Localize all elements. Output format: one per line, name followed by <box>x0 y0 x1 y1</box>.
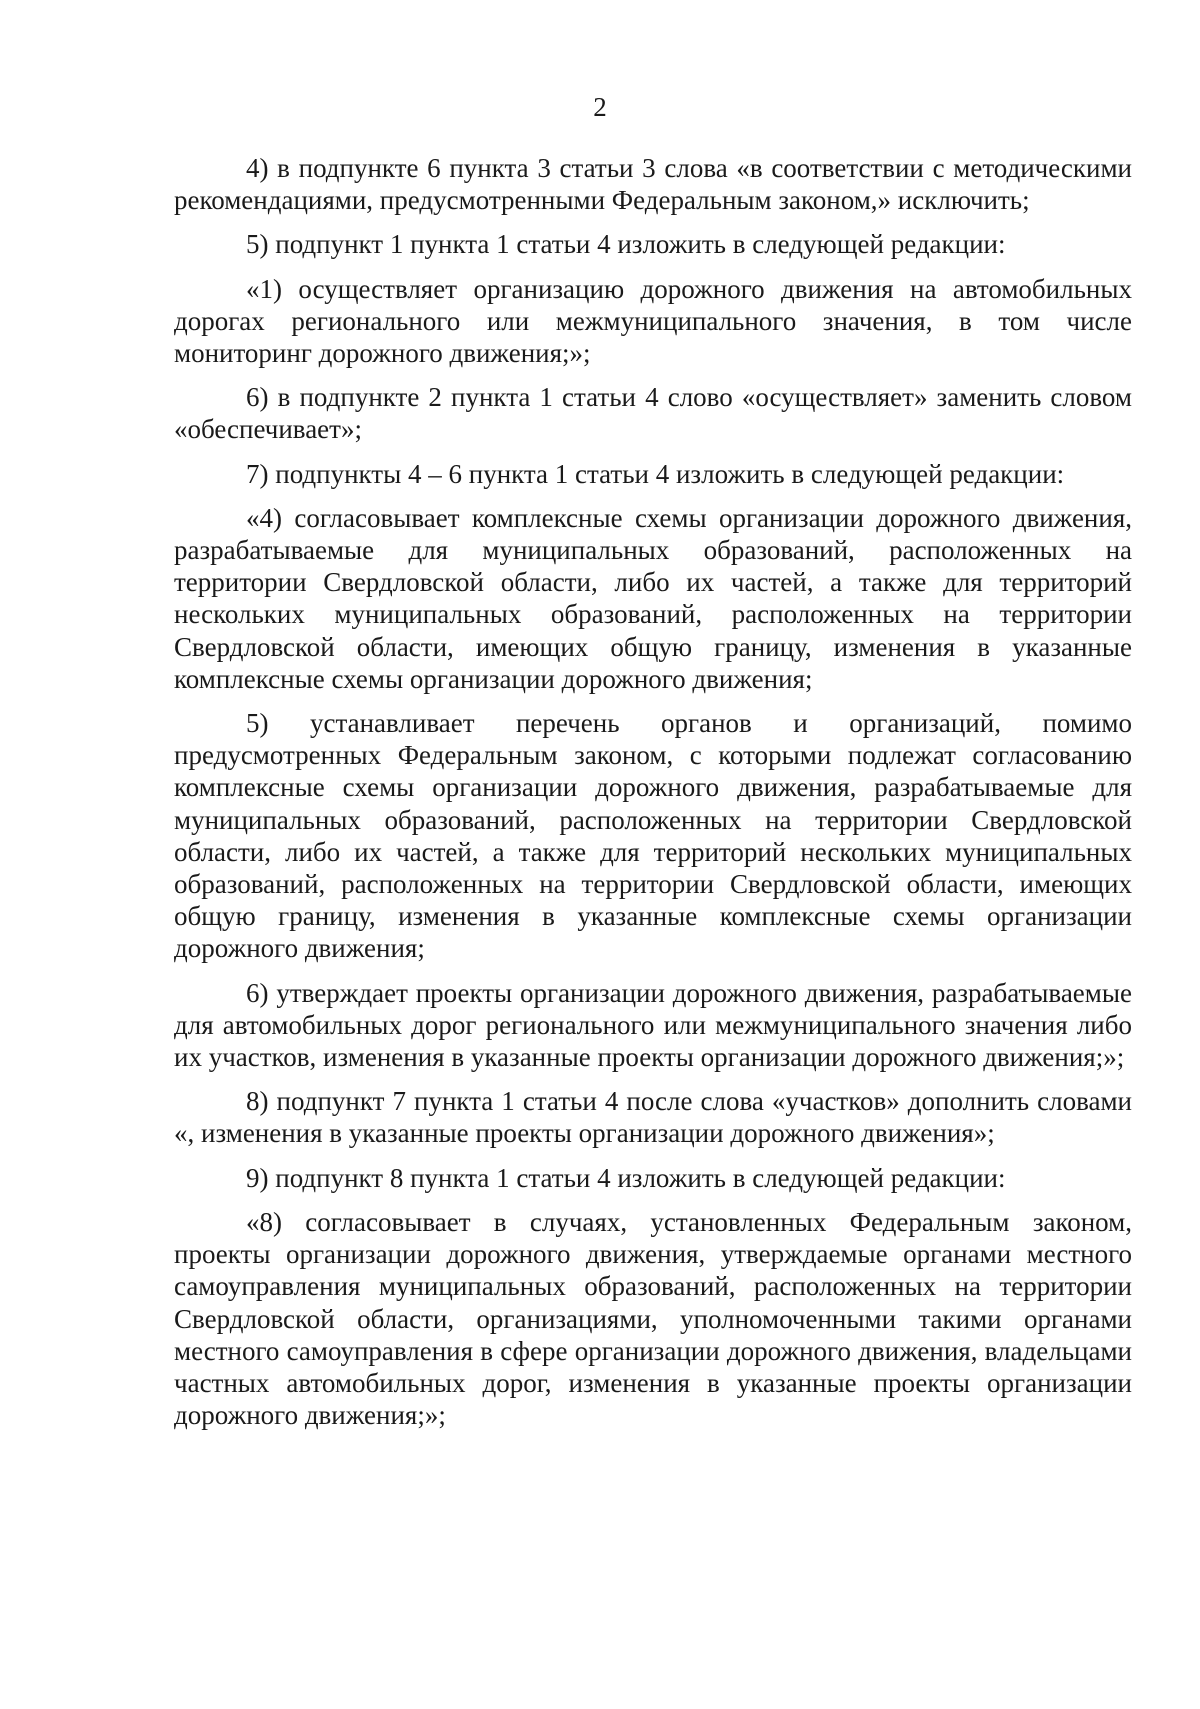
paragraph-quote-8: «8) согласовывает в случаях, установленных Федеральным законом, проекты организации дорожного движения, утверждаемые органами местного самоуправления муниципальных образований, расположенных на территории Свердловской области, организациями, уполномоченными такими органами местного самоуправления в сфере организации дорожного движения, владельцами частных автомобильных дорог, изменения в указанные проекты организации дорожного движения;»; <box>174 1206 1132 1431</box>
paragraph-item-8: 8) подпункт 7 пункта 1 статьи 4 после слова «участков» дополнить словами «, изменения в указанные проекты организации дорожного движения»; <box>174 1086 1132 1149</box>
paragraph-quote-1: «1) осуществляет организацию дорожного движения на автомобильных дорогах регионального или межмуниципального значения, в том числе мониторинг дорожного движения;»; <box>174 273 1132 369</box>
paragraph-item-6: 6) в подпункте 2 пункта 1 статьи 4 слово «осуществляет» заменить словом «обеспечивает»; <box>174 382 1132 445</box>
paragraph-item-9: 9) подпункт 8 пункта 1 статьи 4 изложить в следующей редакции: <box>246 1162 1006 1193</box>
paragraph-item-4: 4) в подпункте 6 пункта 3 статьи 3 слова «в соответствии с методическими рекомендациями, предусмотренными Федеральным законом,» исключить; <box>174 153 1132 216</box>
paragraph-quote-4: «4) согласовывает комплексные схемы организации дорожного движения, разрабатываемые для муниципальных образований, расположенных на территории Свердловской области, либо их частей, а также для территорий нескольких муниципальных образований, расположенных на территории Свердловской области, имеющих общую границу, изменения в указанные комплексные схемы организации дорожного движения; <box>174 502 1132 694</box>
paragraph-quote-5: 5) устанавливает перечень органов и организаций, помимо предусмотренных Федеральным законом, с которыми подлежат согласованию комплексные схемы организации дорожного движения, разрабатываемые для муниципальных образований, расположенных на территории Свердловской области, либо их частей, а также для территорий нескольких муниципальных образований, расположенных на территории Свердловской области, имеющих общую границу, изменения в указанные комплексные схемы организации дорожного движения; <box>174 708 1132 964</box>
paragraph-item-7: 7) подпункты 4 – 6 пункта 1 статьи 4 изложить в следующей редакции: <box>246 458 1065 489</box>
paragraph-item-5: 5) подпункт 1 пункта 1 статьи 4 изложить в следующей редакции: <box>246 229 1006 260</box>
page-number: 2 <box>593 92 607 122</box>
document-body <box>174 152 1132 1443</box>
paragraph-quote-6: 6) утверждает проекты организации дорожного движения, разрабатываемые для автомобильных дорог регионального или межмуниципального значения либо их участков, изменения в указанные проекты организации дорожного движения;»; <box>174 977 1132 1073</box>
